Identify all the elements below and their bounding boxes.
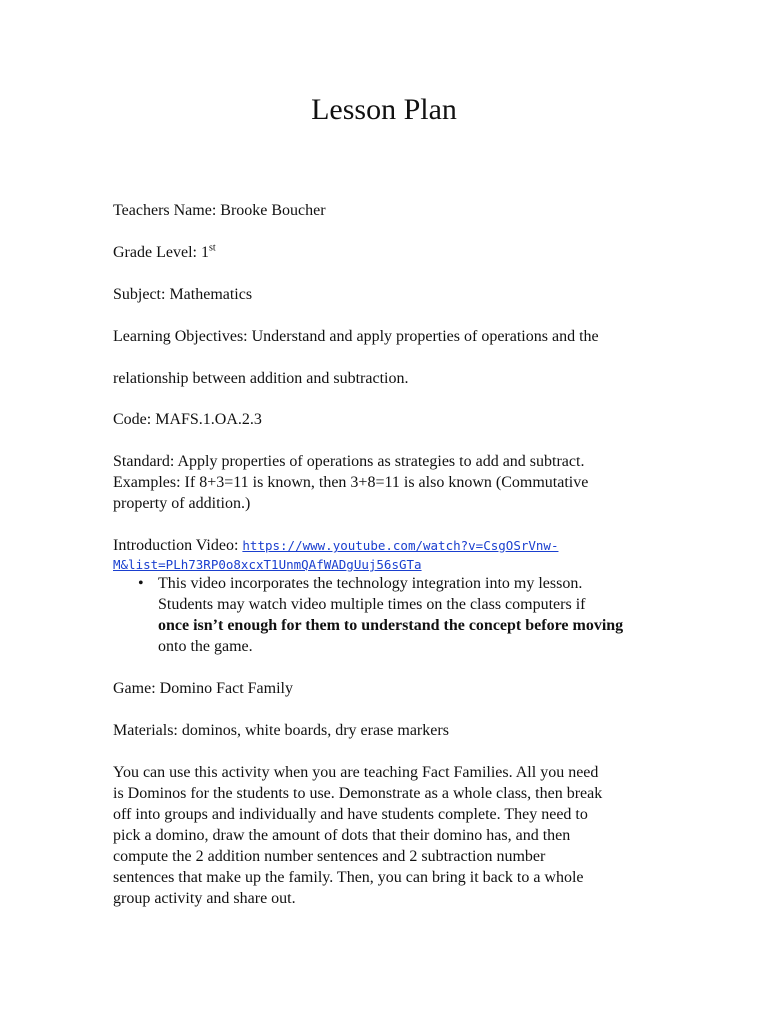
code-label: Code: [113,411,152,428]
activity-line-2: is Dominos for the students to use. Demonstrate as a whole class, then break [113,785,603,802]
bullet-list [138,573,658,657]
activity-line-6: sentences that make up the family. Then, you can bring it back to a whole [113,869,584,886]
standard-line-2: Examples: If 8+3=11 is known, then 3+8=11 is also known (Commutative [113,474,589,491]
game-line [113,678,673,699]
bullet-icon: • [138,575,144,592]
bullet-text-line-3: once isn’t enough for them to understand the concept before moving [158,617,624,634]
standard-line-1: Standard: Apply properties of operations as strategies to add and subtract. [113,453,585,470]
activity-line-1: You can use this activity when you are teaching Fact Families. All you need [113,764,599,781]
materials-label: Materials: [113,722,178,739]
bullet-text-line-4: onto the game. [158,638,253,655]
subject-label: Subject: [113,286,166,303]
intro-video-link[interactable]: https://www.youtube.com/watch?v=CsgOSrVnw- [242,538,559,553]
game-label: Game: [113,680,156,697]
objectives-line-2: relationship between addition and subtraction. [113,370,409,387]
materials-line [113,720,673,741]
intro-video-label: Introduction Video: [113,537,239,554]
grade-level-line [113,242,673,263]
activity-line-3: off into groups and individually and have students complete. They need to [113,806,588,823]
objectives-line-1: Learning Objectives: Understand and apply properties of operations and the [113,328,599,345]
bullet-text-line-2: Students may watch video multiple times on the class computers if [158,596,586,613]
page-title: Lesson Plan [311,93,457,126]
grade-level-suffix: st [208,242,216,254]
intro-video-line [113,535,673,556]
code-line [113,409,673,430]
intro-video-link-continued[interactable]: M&list=PLh73RP0o8xcxT1UnmQAfWADgUuj56sGTa [113,557,422,572]
code-value: MAFS.1.OA.2.3 [155,411,262,428]
game-value: Domino Fact Family [159,680,293,697]
grade-level-value: 1 [200,244,209,261]
list-item [138,573,658,657]
grade-level-label: Grade Level: [113,244,197,261]
subject-line [113,284,673,305]
bullet-text-line-1: This video incorporates the technology integration into my lesson. [158,575,583,592]
subject-value: Mathematics [169,286,253,303]
teacher-name-line [113,200,673,221]
intro-video-link-line-2 [113,554,673,575]
activity-line-5: compute the 2 addition number sentences and 2 subtraction number [113,848,546,865]
activity-line-4: pick a domino, draw the amount of dots that their domino has, and then [113,827,571,844]
activity-line-7: group activity and share out. [113,890,296,907]
teacher-name-label: Teachers Name: [113,202,217,219]
teacher-name-value: Brooke Boucher [220,202,326,219]
materials-value: dominos, white boards, dry erase markers [181,722,449,739]
standard-line-3: property of addition.) [113,495,251,512]
